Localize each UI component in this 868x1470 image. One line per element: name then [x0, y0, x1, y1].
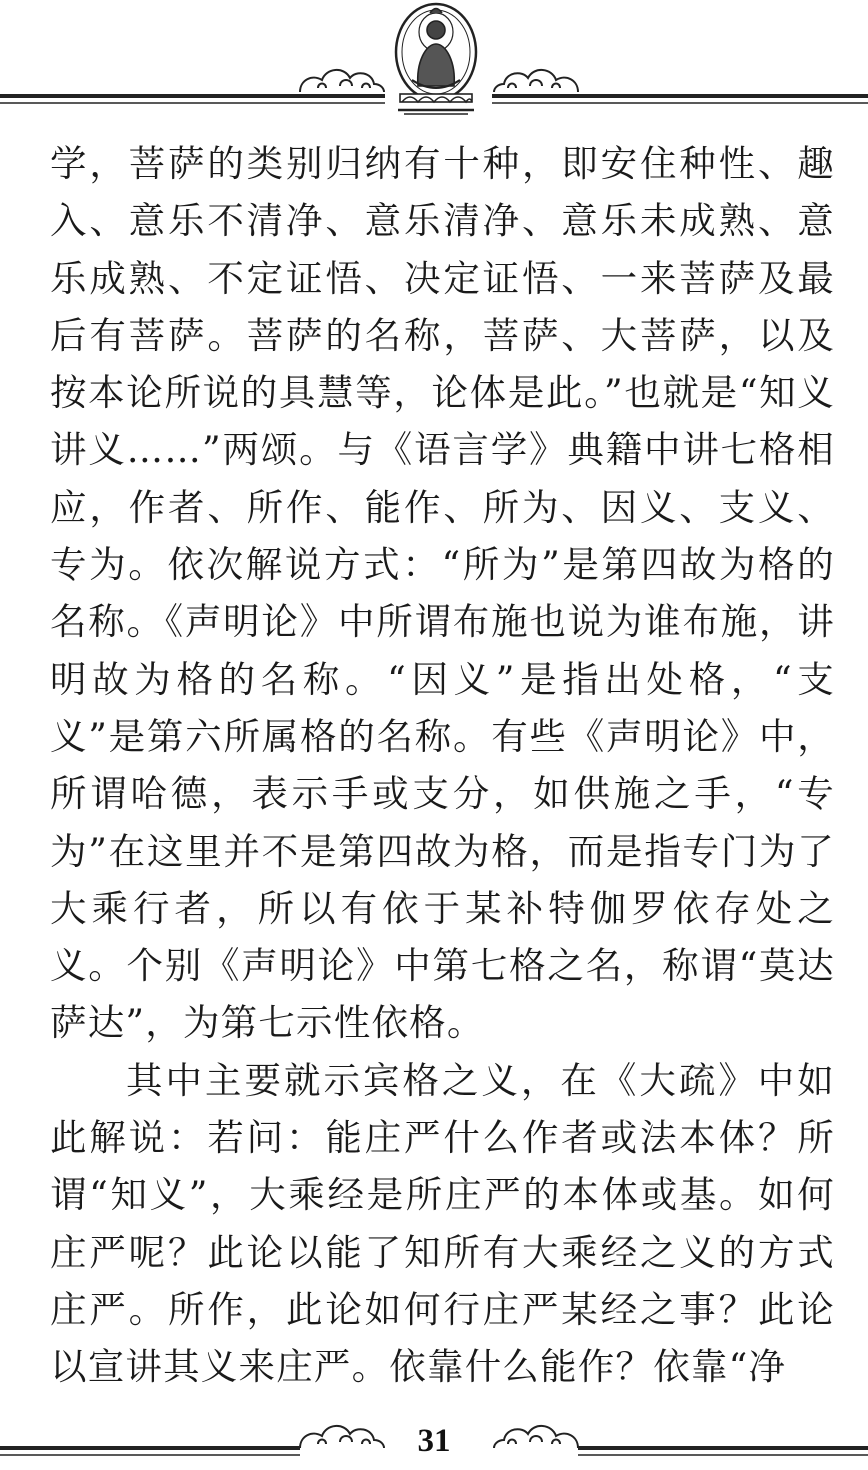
paragraph-2: 其中主要就示宾格之义，在《大疏》中如此解说：若问：能庄严什么作者或法本体？所谓“知义”，大乘经是所庄严的本体或基。如何庄严呢？此论以能了知所有大乘经之义的方式庄严。所作，此论如何行庄严某经之事？此论以宣讲其义来庄严。依靠什么能作？依靠“净	[50, 1058, 835, 1389]
cloud-right-icon	[494, 70, 578, 92]
footer-cloud-left-icon	[300, 1426, 384, 1448]
buddha-emblem-icon	[396, 4, 476, 114]
page-number: 31	[417, 1423, 451, 1459]
main-text	[50, 135, 835, 1396]
header-ornament	[0, 0, 868, 118]
paragraph-1: 学，菩萨的类别归纳有十种，即安住种性、趣入、意乐不清净、意乐清净、意乐未成熟、意乐成熟、不定证悟、决定证悟、一来菩萨及最后有菩萨。菩萨的名称，菩萨、大菩萨，以及按本论所说的具慧等，论体是此。”也就是“知义讲义……”两颂。与《语言学》典籍中讲七格相应，作者、所作、能作、所为、因义、支义、专为。依次解说方式：“所为”是第四故为格的名称。《声明论》中所谓布施也说为谁布施，讲明故为格的名称。“因义”是指出处格，“支义”是第六所属格的名称。有些《声明论》中，所谓哈德，表示手或支分，如供施之手，“专为”在这里并不是第四故为格，而是指专门为了大乘行者，所以有依于某补特伽罗依存处之义。个别《声明论》中第七格之名，称谓“莫达萨达”，为第七示性依格。	[50, 142, 835, 1045]
cloud-left-icon	[300, 70, 384, 92]
footer-cloud-right-icon	[494, 1426, 578, 1448]
